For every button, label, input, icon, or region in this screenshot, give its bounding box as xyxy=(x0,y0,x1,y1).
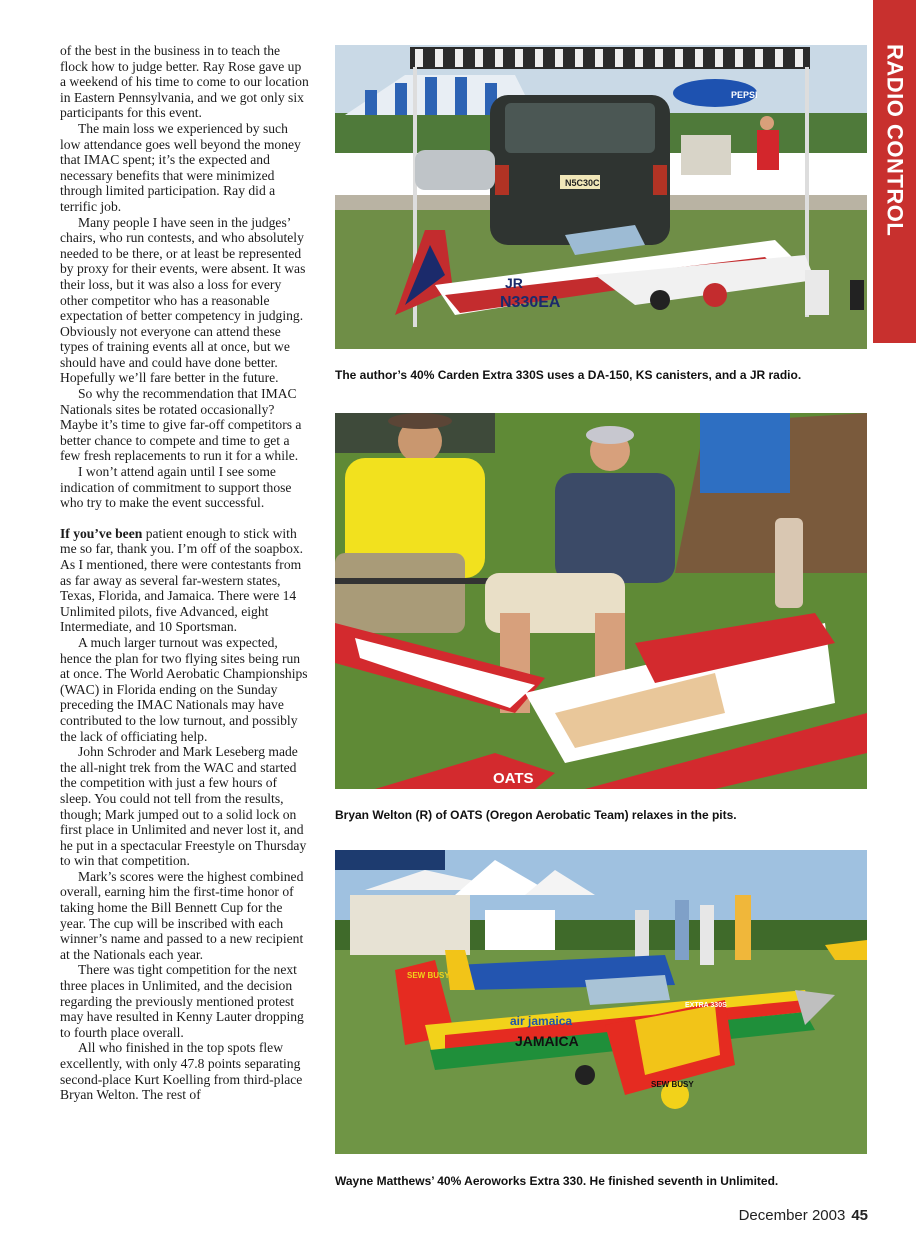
photo-aeroworks-extra xyxy=(335,850,867,1154)
issue-date: December 2003 xyxy=(738,1207,846,1224)
paragraph: John Schroder and Mark Leseberg made the all-night trek from the WAC and started the competition with just a few hours of sleep. You could not tell from the results, though; Mark jumped out to a solid lock on first place in Unlimited and never lost it, and he put in a spectacular Freestyle on Thursday to win that competition. xyxy=(60,744,307,869)
tail-text: SEW BUSY xyxy=(407,971,450,980)
lead-in: If you’ve been xyxy=(60,525,143,541)
license-plate: N5C30C xyxy=(565,178,600,188)
photo-caption: Bryan Welton (R) of OATS (Oregon Aerobatic Team) relaxes in the pits. xyxy=(335,808,737,822)
section-tab-label: RADIO CONTROL xyxy=(882,44,908,237)
paragraph: of the best in the business in to teach the flock how to judge better. Ray Rose gave up a weekend of his time to come to our location in Eastern Pennsylvania, and we got only six participants for this event. xyxy=(60,43,309,121)
plane-name: JAMAICA xyxy=(515,1033,579,1049)
paragraph-section-start xyxy=(60,526,310,635)
section-tab xyxy=(873,0,916,343)
photo-bryan-welton xyxy=(335,413,867,789)
plane-mark: OATS xyxy=(493,770,534,787)
paragraph: I won’t attend again until I see some indication of commitment to support those who try to make the event successful. xyxy=(60,464,292,511)
plane-brand: JR xyxy=(505,275,523,291)
paragraph: Many people I have seen in the judges’ chairs, who run contests, and who absolutely needed to be there, or at least be represented by proxy for their events, were absent. It was their loss, but it was also a loss for every other competitor who has a reasonable expectation of better competency in judging. Obviously not everyone can attend these types of training events all at once, but we should have and could have done better. Hopefully we’ll fare better in the future. xyxy=(60,214,306,386)
fuselage-text: air jamaica xyxy=(510,1014,573,1028)
paragraph: A much larger turnout was expected, hence the plan for two flying sites being run at once. The World Aerobatic Championships (WAC) in Florida ending on the Sunday preceding the IMAC Nationals may have contributed to the low turnout, and possibly the lack of officiating help. xyxy=(60,634,308,744)
paragraph-text: patient enough to stick with me so far, thank you. I’m off of the soapbox. As I mentioned, there were contestants from as far away as several far-western states, Texas, Florida, and Jamaica. There were 14 Unlimited pilots, five Advanced, eight Intermediate, and 10 Sportsman. xyxy=(60,525,304,635)
paragraph: The main loss we experienced by such low attendance goes well beyond the money that IMAC spent; it’s the expected and necessary benefits that were minimized through limited participation. Ray did a terrific job. xyxy=(60,120,301,214)
paragraph: There was tight competition for the next three places in Unlimited, and the decision regarding the previously mentioned protest may have resulted in Kenny Lauter dropping to fourth place overall. xyxy=(60,962,304,1040)
cowl-text: EXTRA 330S xyxy=(685,1002,727,1009)
plane-registration: N330EA xyxy=(500,294,561,311)
photo-caption: Wayne Matthews’ 40% Aeroworks Extra 330. He finished seventh in Unlimited. xyxy=(335,1174,779,1188)
photo-caption: The author’s 40% Carden Extra 330S uses a DA-150, KS canisters, and a JR radio. xyxy=(335,368,802,382)
photo-carden-extra xyxy=(335,45,867,349)
paragraph: So why the recommendation that IMAC Nationals sites be rotated occasionally? Maybe it’s time to give far-off competitors a better chance to compete and time to get a few fresh replacements to run it for a while. xyxy=(60,386,302,464)
paragraph: Mark’s scores were the highest combined overall, earning him the first-time honor of taking home the Bill Bennett Cup for the year. The cup will be inscribed with each winner’s name and passed to a new recipient at the Nationals each year. xyxy=(60,868,304,962)
page-footer xyxy=(739,1207,868,1224)
gear-text: SEW BUSY xyxy=(651,1080,694,1089)
article-body xyxy=(60,43,310,1103)
page-number: 45 xyxy=(851,1207,868,1224)
paragraph: All who finished in the top spots flew excellently, with only 47.8 points separating second-place Kurt Koelling from third-place Bryan Welton. The rest of xyxy=(60,1040,303,1103)
umbrella-sign: PEPSI xyxy=(731,90,758,100)
